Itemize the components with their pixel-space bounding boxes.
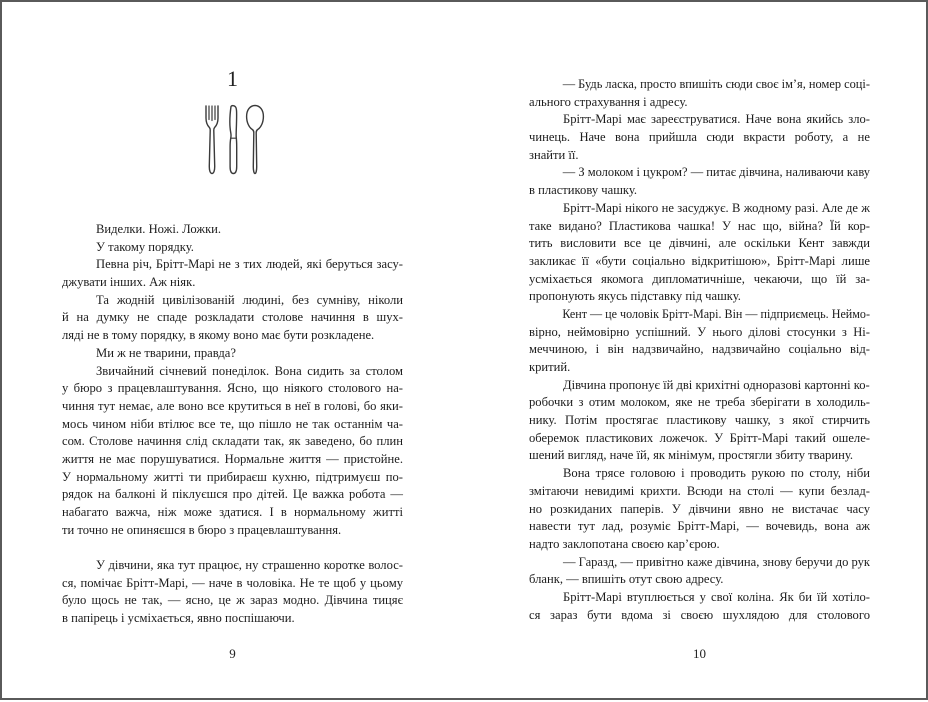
- paragraph: [529, 306, 870, 377]
- line-text: ся зараз бути вдома зі своєю шухлядою для столового: [529, 607, 870, 622]
- text-line: [62, 345, 403, 363]
- text-line: [529, 589, 870, 607]
- line-text: усміхається якомога дипломатичніше, чекаючи, що їй за-: [529, 271, 870, 286]
- text-line: [529, 218, 870, 236]
- text-line: [62, 504, 403, 522]
- text-line: [529, 501, 870, 519]
- paragraph: [62, 239, 403, 257]
- line-text: рядок на балконі й піклуєшся про дітей. Це важка робота —: [62, 487, 403, 502]
- text-line: [62, 239, 403, 257]
- line-text: ти точно не опиняєшся в бюро з працевлаштування.: [62, 522, 342, 537]
- text-line: [529, 518, 870, 536]
- text-line: [529, 288, 870, 306]
- line-text: надто заклопотана своєю кар’єрою.: [529, 536, 720, 551]
- line-text: змітаючи невидимі крихти. Всюди на столі — купи безлад-: [529, 483, 870, 498]
- line-text: — Гаразд, — привітно каже дівчина, знову беручи до рук: [562, 554, 870, 569]
- text-line: [529, 483, 870, 501]
- line-text: оберемок пластикових ложечок. У Брітт-Марі такий ошеле-: [529, 430, 870, 445]
- line-text: знайти її.: [529, 147, 579, 162]
- line-text: У такому порядку.: [96, 239, 194, 254]
- paragraph: [529, 76, 870, 111]
- line-text: у бюро з працевлаштування. Ясно, що ніякого столового на-: [62, 381, 403, 396]
- line-text: Виделки. Ножі. Ложки.: [96, 222, 222, 236]
- line-text: Звичайний січневий понеділок. Вона сидить за столом: [96, 363, 403, 378]
- right-page-number: 10: [693, 646, 706, 661]
- paragraph: [62, 363, 403, 540]
- line-text: шений вигляд, наче їй, як мінімум, простягли збиту тварину.: [529, 448, 854, 463]
- paragraph: [529, 200, 870, 306]
- text-line: [529, 129, 870, 147]
- line-text: пропонують якусь підставку під чашку.: [529, 289, 741, 304]
- text-line: [62, 469, 403, 487]
- text-line: [62, 522, 403, 540]
- text-line: [62, 557, 403, 575]
- text-line: [529, 554, 870, 572]
- text-line: [529, 341, 870, 359]
- text-line: [62, 610, 403, 628]
- line-text: ального страхування і адресу.: [529, 94, 688, 109]
- paragraph: [62, 221, 403, 239]
- line-text: Брітт-Марі має зареєструватися. Наче вона якийсь зло-: [563, 112, 870, 127]
- text-line: [62, 274, 403, 292]
- line-text: бланк, — впишіть отут свою адресу.: [529, 572, 724, 587]
- text-line: [529, 235, 870, 253]
- paragraph: [529, 377, 870, 465]
- text-line: [529, 271, 870, 289]
- line-text: Брітт-Марі нікого не засуджує. В жодному разі. Але де ж: [563, 200, 870, 215]
- cutlery-illustration: [62, 102, 403, 183]
- fork-icon: [206, 106, 218, 174]
- text-line: [62, 451, 403, 469]
- line-text: ся, помічає Брітт-Марі, — наче в чоловіка. Не те щоб у цьому: [62, 575, 403, 590]
- line-text: таке видано? Пластикова чашка! У нас що, війна? Їй кор-: [529, 218, 870, 233]
- text-line: [529, 447, 870, 465]
- line-text: нику. Потім простягає пластикову чашку, з якої стирчить: [529, 413, 870, 428]
- text-line: [529, 430, 870, 448]
- text-line: [62, 592, 403, 610]
- line-text: — Будь ласка, просто впишіть сюди своє ім’я, номер соці-: [562, 77, 870, 91]
- paragraph: [62, 557, 403, 628]
- line-text: чиння тут немає, але воно все крутиться в неї в голові, бо яки-: [62, 398, 403, 413]
- text-line: [529, 147, 870, 165]
- line-text: набагато важча, ніж може здатися. І в нормальному житті: [62, 505, 403, 519]
- left-page-number: 9: [229, 646, 236, 661]
- text-line: [62, 221, 403, 239]
- text-line: [529, 607, 870, 625]
- paragraph: [529, 164, 870, 199]
- text-line: [62, 256, 403, 274]
- paragraph: [62, 256, 403, 291]
- text-line: [62, 575, 403, 593]
- line-text: закликає її «бути соціально відкритішою», Брітт-Марі лише: [529, 253, 870, 268]
- right-page-text: [529, 76, 870, 624]
- paragraph: [529, 554, 870, 589]
- line-text: навести тут лад, розуміє Брітт-Марі, — вочевидь, вона аж: [529, 519, 870, 534]
- line-text: Вона трясе головою і проводить рукою по столу, ніби: [563, 466, 870, 481]
- line-text: життя не має порушуватися. Нормальне життя — пристойне.: [62, 451, 403, 466]
- line-text: було щось не так, — ясно, це ж зараз модно. Дівчина тицяє: [62, 593, 403, 608]
- line-text: в пластикову чашку.: [529, 183, 638, 198]
- right-page: [529, 2, 870, 702]
- spoon-icon: [246, 106, 263, 174]
- text-line: [62, 380, 403, 398]
- text-line: [62, 327, 403, 345]
- text-line: [529, 200, 870, 218]
- line-text: ляді не в тому порядку, в якому воно має бути розкладене.: [62, 328, 375, 343]
- line-text: в папірець і усміхається, явно поспішаючи.: [62, 611, 295, 626]
- line-text: робочки з отим молоком, яке не треба зберігати в холодиль-: [529, 395, 870, 410]
- text-line: [529, 377, 870, 395]
- paragraph: [529, 111, 870, 164]
- text-line: [529, 76, 870, 94]
- line-text: Певна річ, Брітт-Марі не з тих людей, які беруться засу-: [96, 257, 403, 272]
- line-text: но розкиданих паперів. У дівчини явно не вистачає часу: [529, 501, 870, 516]
- text-line: [62, 363, 403, 381]
- paragraph: [62, 292, 403, 345]
- line-text: Дівчина пропонує їй дві крихітні одноразові картонні ко-: [563, 377, 870, 392]
- knife-icon: [229, 106, 236, 174]
- text-line: [529, 164, 870, 182]
- text-line: [529, 412, 870, 430]
- text-line: [529, 571, 870, 589]
- line-text: меччиною, і він надзвичайно, надзвичайно соціально від-: [529, 342, 870, 357]
- text-line: [529, 111, 870, 129]
- line-text: У дівчини, яка тут працює, ну страшенно коротке волос-: [96, 558, 403, 573]
- line-text: джувати інших. Аж ніяк.: [62, 275, 196, 290]
- left-page: [62, 2, 403, 702]
- text-line: [529, 253, 870, 271]
- paragraph: [62, 345, 403, 363]
- text-line: [62, 433, 403, 451]
- text-line: [62, 416, 403, 434]
- line-text: й на думку не спаде розкладати столове начиння в шух-: [62, 310, 403, 325]
- paragraph: [529, 589, 870, 624]
- text-line: [62, 292, 403, 310]
- text-line: [529, 324, 870, 342]
- line-text: сом. Столове начиння слід складати так, як заведено, бо плин: [62, 434, 403, 449]
- text-line: [62, 486, 403, 504]
- text-line: [529, 94, 870, 112]
- line-text: критий.: [529, 360, 571, 374]
- text-line: [529, 359, 870, 377]
- line-text: Брітт-Марі втуплюється у свої коліна. Як би їй хотіло-: [563, 589, 870, 604]
- text-line: [529, 394, 870, 412]
- text-line: [529, 182, 870, 200]
- text-line: [62, 398, 403, 416]
- cutlery-icon: [197, 102, 269, 178]
- line-text: чинець. Наче вона прийшла сюди вкрасти роботу, а не: [529, 130, 870, 145]
- line-text: вірно, неймовірно успішний. У нього ділові стосунки з Ні-: [529, 324, 870, 339]
- text-line: [62, 309, 403, 327]
- line-text: — З молоком і цукром? — питає дівчина, наливаючи каву: [562, 165, 870, 180]
- text-line: [529, 536, 870, 554]
- text-line: [529, 306, 870, 324]
- line-text: тить висловити все це дівчині, але оскільки Кент завжди: [529, 236, 870, 251]
- left-page-text: [62, 221, 403, 628]
- chapter-number: 1: [227, 66, 238, 91]
- paragraph: [529, 465, 870, 553]
- line-text: Та жодній цивілізованій людині, без сумніву, ніколи: [96, 292, 403, 307]
- line-text: У нормальному житті ти прибираєш кухню, підтримуєш по-: [62, 469, 403, 484]
- line-text: Кент — це чоловік Брітт-Марі. Він — підприємець. Неймо-: [562, 306, 870, 321]
- line-text: мось чином ніби втілює все те, що пішло не так останнім ча-: [62, 416, 403, 431]
- line-text: Ми ж не тварини, правда?: [96, 345, 236, 360]
- text-line: [529, 465, 870, 483]
